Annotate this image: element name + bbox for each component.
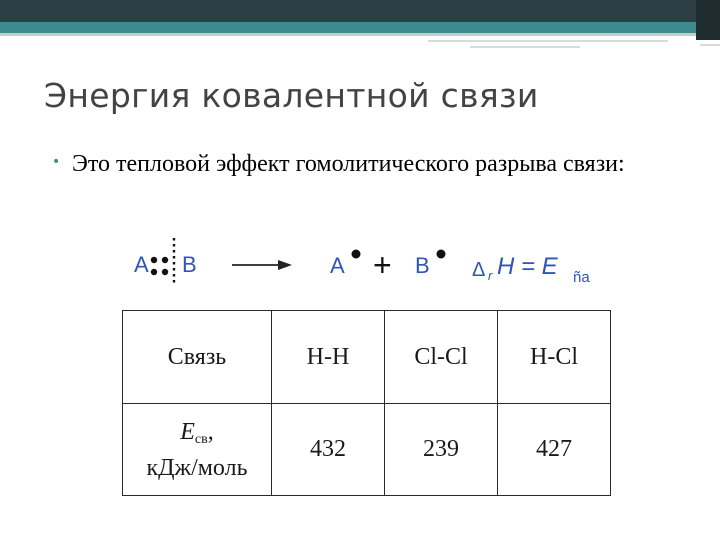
energy-unit: кДж/моль	[146, 454, 248, 481]
energy-label-cell	[123, 404, 272, 496]
top-bar-dark	[0, 0, 720, 22]
electron-dot	[162, 269, 168, 275]
top-bar-teal	[0, 22, 720, 33]
product-a-label: A	[330, 253, 345, 278]
header-cell: H-Cl	[498, 311, 611, 404]
header-cell: H-H	[272, 311, 385, 404]
electron-dot	[151, 269, 157, 275]
enthalpy-expression: H = E	[497, 253, 558, 280]
delta-subscript: r	[488, 268, 493, 283]
reactant-a-label: A	[134, 252, 149, 277]
energy-symbol-line	[124, 418, 270, 454]
delta-symbol: Δ	[472, 259, 486, 281]
slide-title: Энергия ковалентной связи	[44, 76, 539, 115]
energy-symbol-comma: ,	[207, 418, 214, 445]
header-cell: Cl-Cl	[385, 311, 498, 404]
value-cell: 239	[385, 404, 498, 496]
radical-dot	[352, 250, 361, 259]
accent-line	[470, 46, 580, 48]
electron-dot	[162, 257, 168, 263]
energy-symbol-subscript: св	[194, 431, 208, 447]
value-cell: 427	[498, 404, 611, 496]
energy-subscript: ña	[573, 269, 590, 286]
table-row	[123, 404, 611, 496]
plus-sign: +	[373, 247, 392, 283]
accent-line	[700, 44, 720, 46]
value-cell: 432	[272, 404, 385, 496]
corner-accent	[696, 0, 720, 40]
reaction-equation	[128, 234, 608, 294]
radical-dot	[437, 250, 446, 259]
accent-line	[428, 40, 668, 42]
reactant-b-label: B	[182, 252, 197, 277]
top-bar-gray	[0, 33, 720, 36]
product-b-label: B	[415, 253, 430, 278]
header-cell: Связь	[123, 311, 272, 404]
arrow-head	[278, 260, 292, 270]
bullet-text: Это тепловой эффект гомолитического разрыва связи:	[72, 151, 625, 177]
bond-energy-table	[122, 310, 611, 496]
table-row	[123, 311, 611, 404]
energy-symbol: E	[180, 418, 195, 445]
bullet-marker: •	[52, 154, 61, 170]
electron-dot	[151, 257, 157, 263]
